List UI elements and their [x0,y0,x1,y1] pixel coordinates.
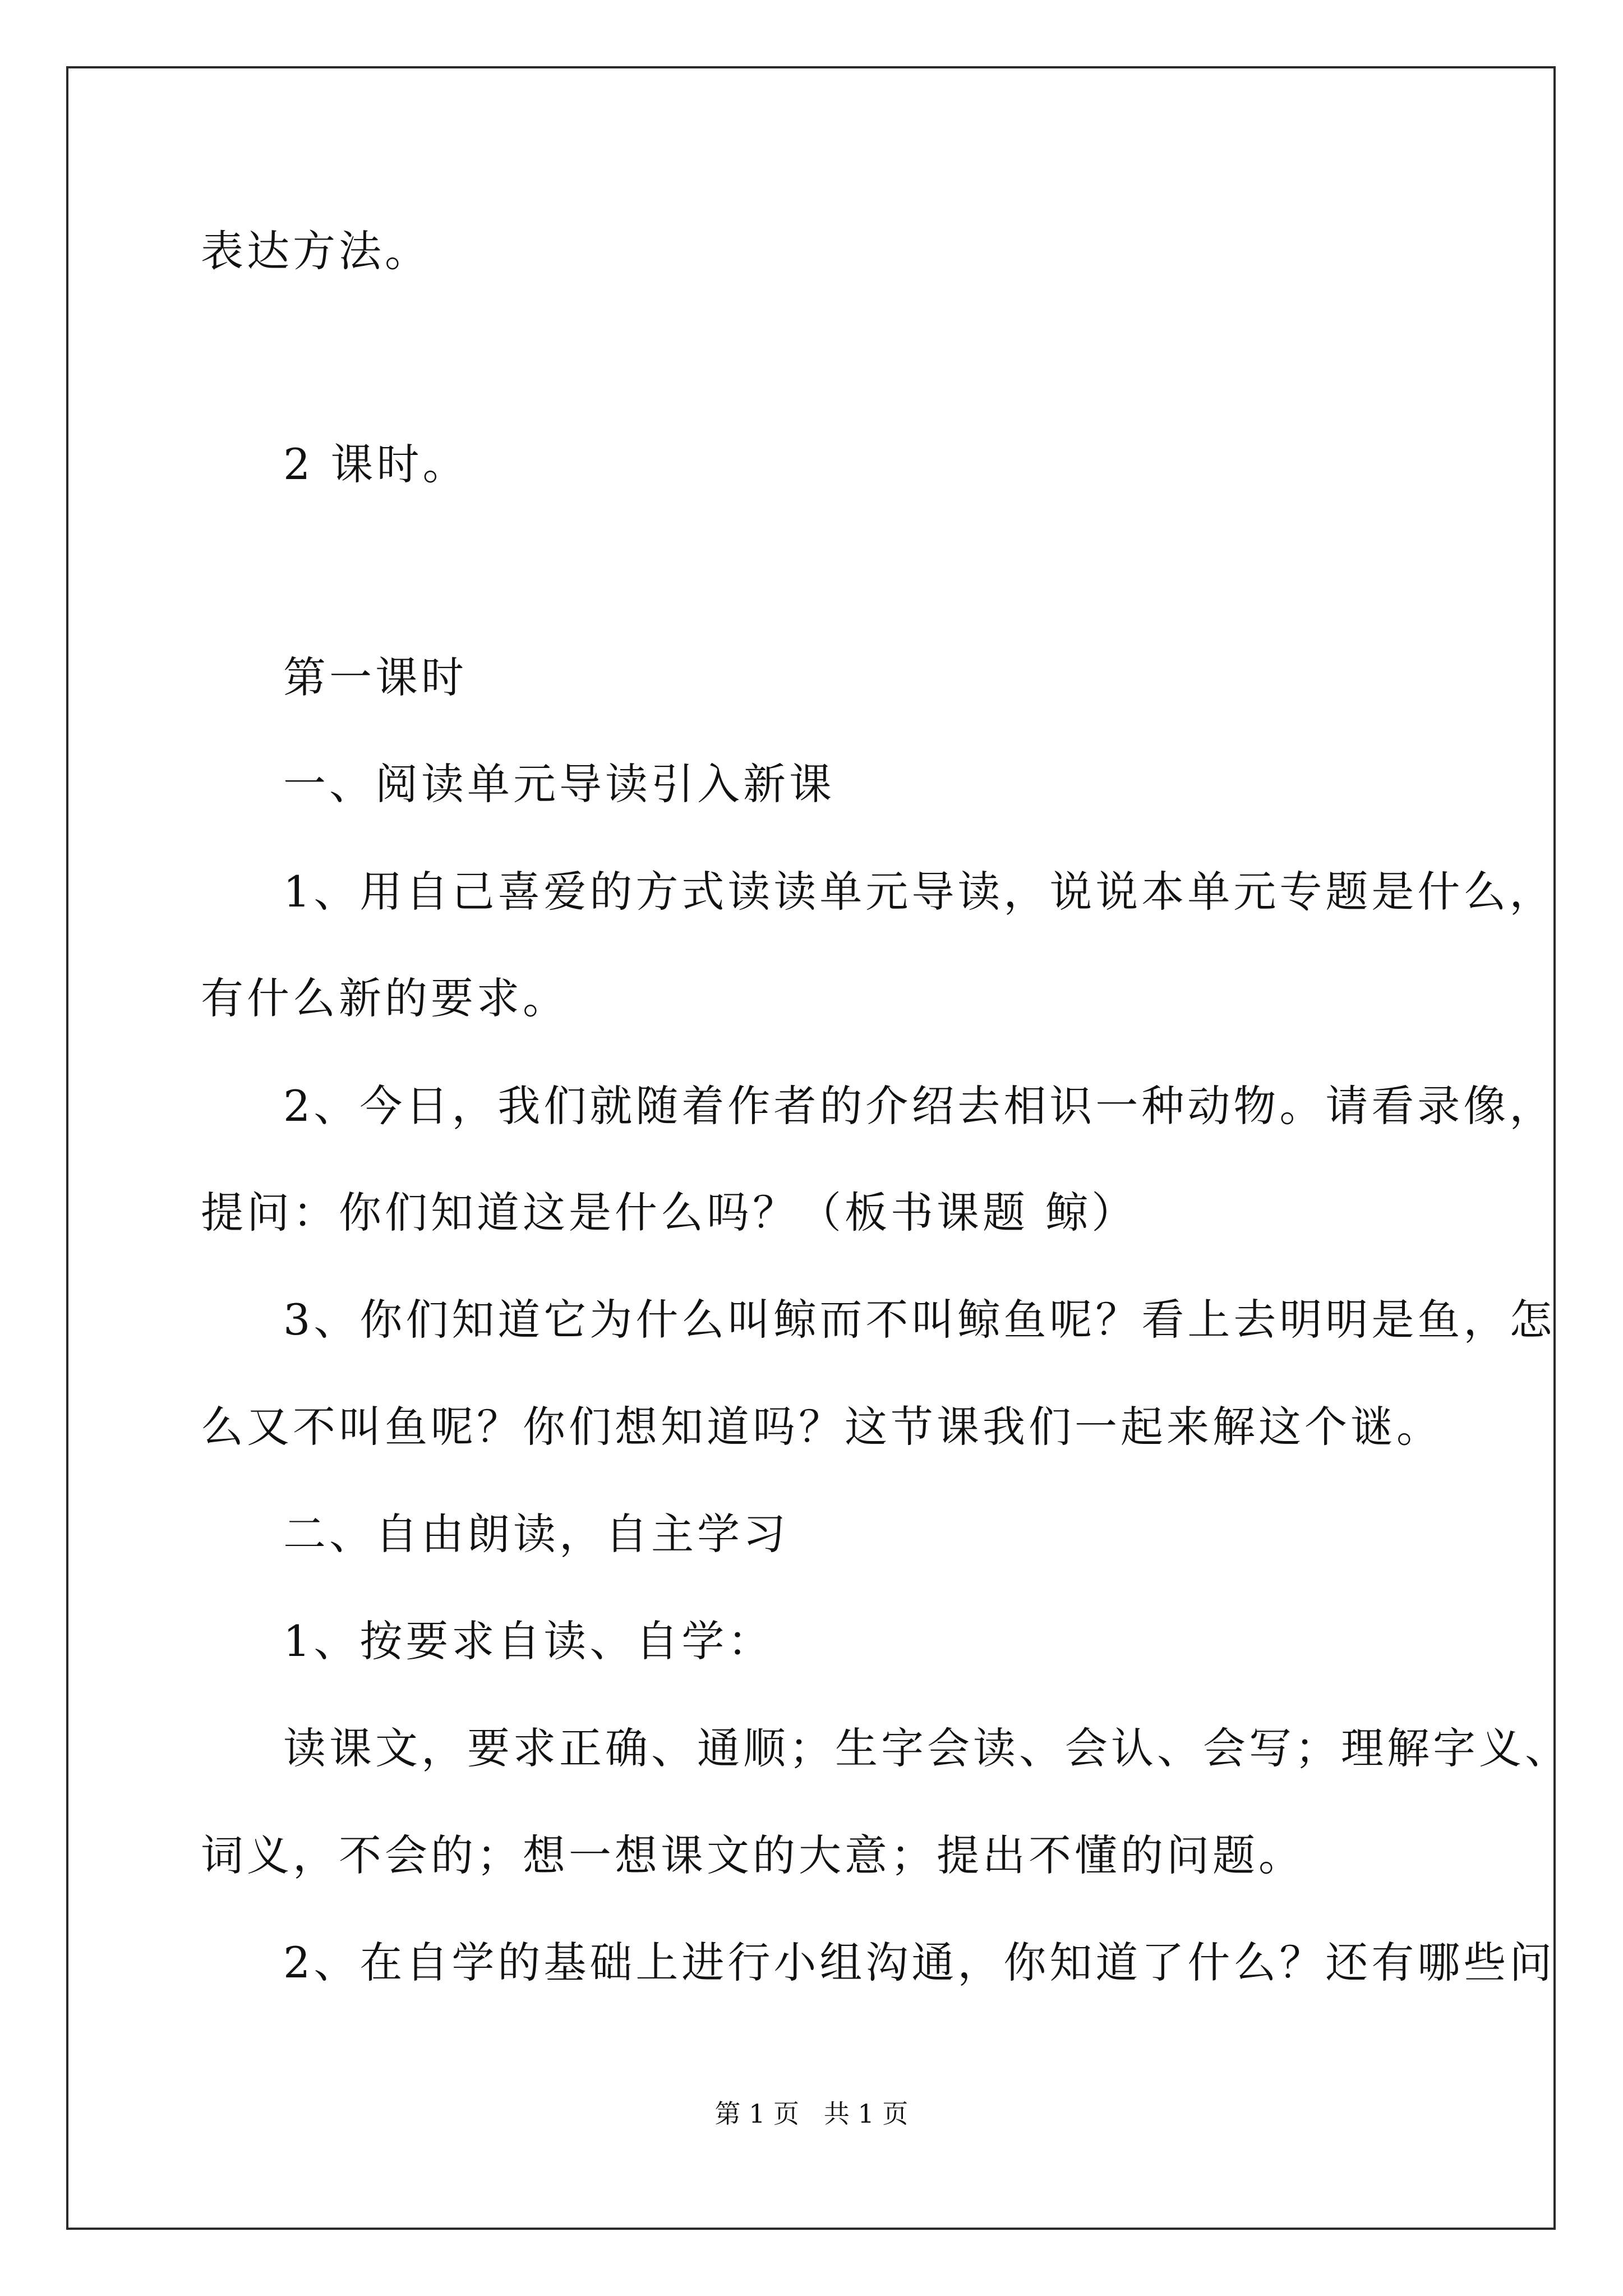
text-line-11: 二、自由朗读，自主学习 [283,1509,789,1559]
text-line-12: 1、按要求自读、自学： [283,1616,774,1666]
text-line-8: 提问：你们知道这是什么吗？（板书课题 鲸） [201,1188,1138,1237]
text-line-15: 2、在自学的基础上进行小组沟通，你知道了什么？还有哪些问 [283,1938,1556,1987]
text-line-14: 词义，不会的；想一想课文的大意；提出不懂的问题。 [201,1830,1304,1880]
text-line-3: 第一课时 [283,652,467,702]
page-border [66,66,1556,2230]
text-line-2: 2 课时。 [283,439,469,489]
text-line-6: 有什么新的要求。 [201,973,569,1023]
text-line-5: 1、用自己喜爱的方式读读单元导读，说说本单元专题是什么， [283,867,1556,917]
text-line-9: 3、你们知道它为什么叫鲸而不叫鲸鱼呢？看上去明明是鱼，怎 [283,1295,1556,1345]
text-line-4: 一、阅读单元导读引入新课 [283,759,835,809]
text-line-7: 2、今日，我们就随着作者的介绍去相识一种动物。请看录像， [283,1081,1556,1131]
page-footer: 第 1 页 共 1 页 [714,2099,909,2129]
text-line-13: 读课文，要求正确、通顺；生字会读、会认、会写；理解字义、 [283,1723,1571,1773]
text-line-10: 么又不叫鱼呢？你们想知道吗？这节课我们一起来解这个谜。 [201,1402,1442,1452]
text-line-1: 表达方法。 [201,226,431,276]
